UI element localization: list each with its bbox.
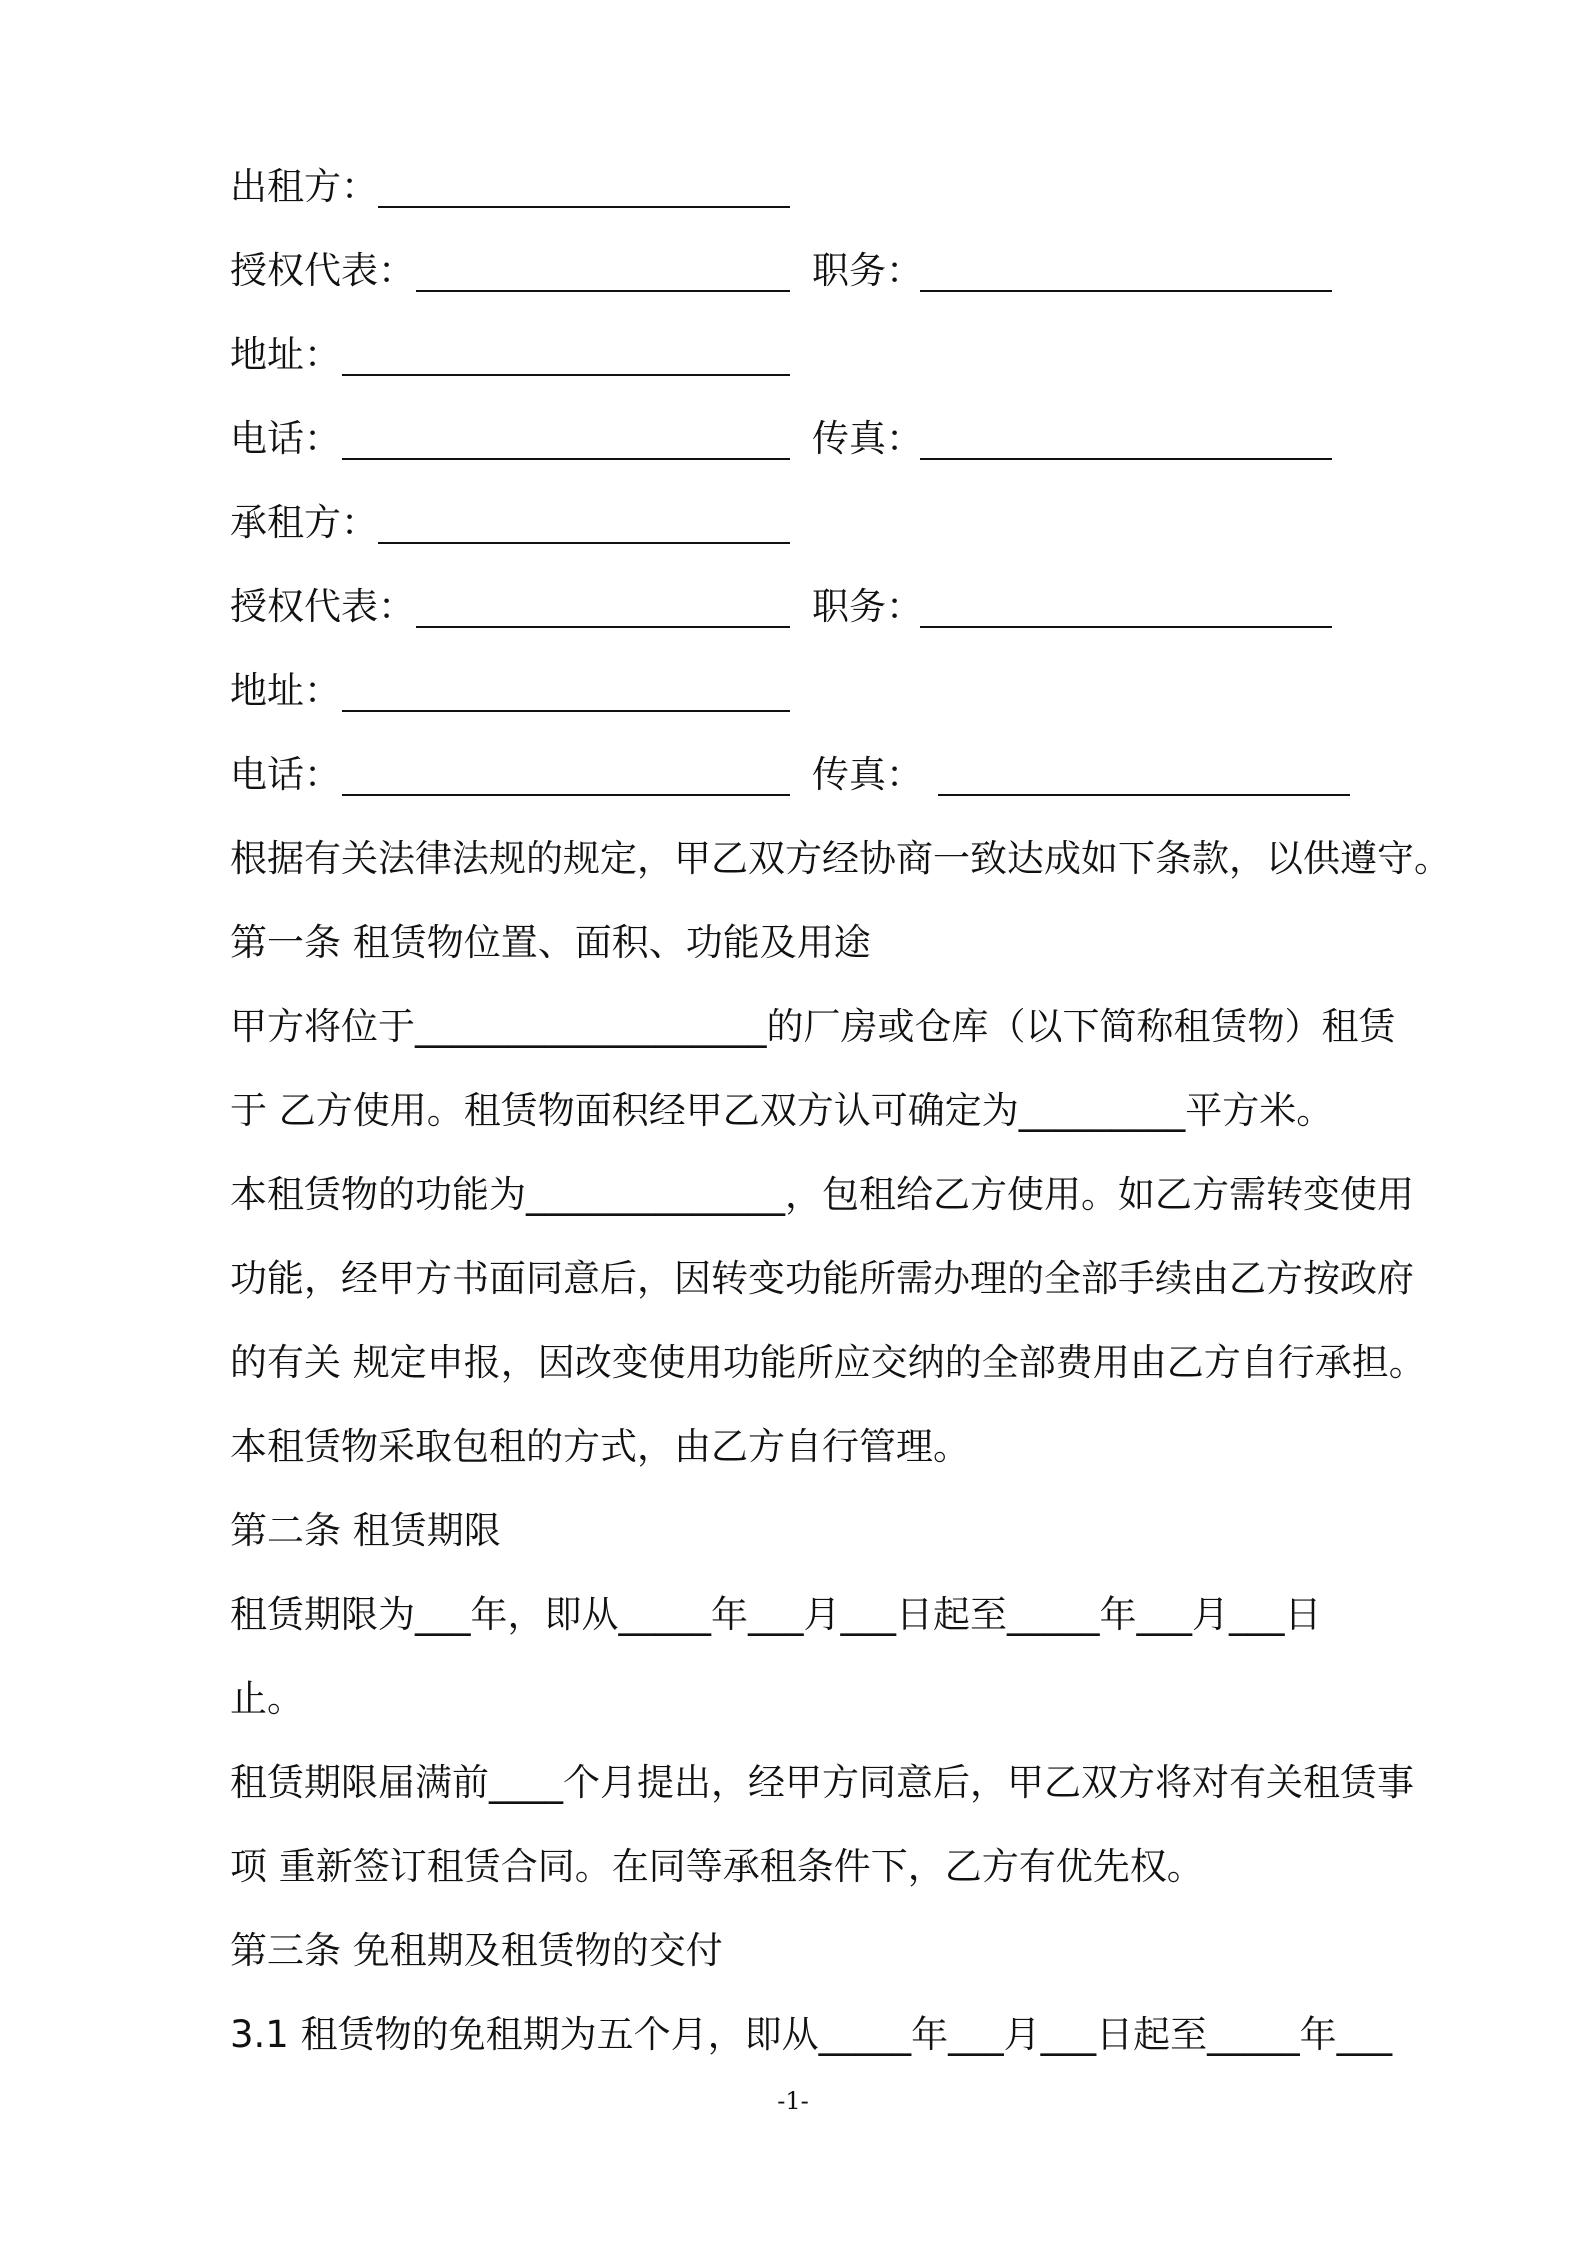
article-1-line-4: 功能，经甲方书面同意后，因转变功能所需办理的全部手续由乙方按政府 [230,1257,1414,1300]
lessee-fax-label: 传真： [812,753,923,796]
article-1-line-5: 的有关 规定申报，因改变使用功能所应交纳的全部费用由乙方自行承担。 [230,1341,1426,1384]
lessor-fax-blank [920,458,1332,460]
lessee-address-blank [342,710,790,712]
lessee-fax-blank [938,794,1350,796]
lessor-address-label: 地址： [230,333,341,376]
lessor-address-blank [342,374,790,376]
lessee-rep-label: 授权代表： [230,585,415,628]
lessee-address-label: 地址： [230,669,341,712]
lessor-rep-label: 授权代表： [230,249,415,292]
lessor-phone-label: 电话： [230,417,341,460]
lessee-name-blank [378,542,790,544]
lessee-title-label: 职务： [812,585,923,628]
article-2-line-3: 租赁期限届满前____个月提出，经甲方同意后，甲乙双方将对有关租赁事 [230,1761,1414,1804]
lessor-title-label: 职务： [812,249,923,292]
lessee-name-label: 承租方： [230,501,378,544]
lessor-phone-blank [342,458,790,460]
article-1-line-2: 于 乙方使用。租赁物面积经甲乙双方认可确定为_________平方米。 [230,1089,1334,1132]
lessor-title-blank [920,290,1332,292]
article-1-line-1: 甲方将位于___________________的厂房或仓库（以下简称租赁物）租赁 [230,1005,1396,1048]
lessee-phone-blank [342,794,790,796]
article-2-line-1: 租赁期限为___年，即从_____年___月___日起至_____年___月___日 [230,1593,1322,1636]
lessee-title-blank [920,626,1332,628]
lessor-name-blank [378,206,790,208]
article-3-line-1: 3.1 租赁物的免租期为五个月，即从_____年___月___日起至_____年___ [230,2013,1393,2056]
article-1-line-3: 本租赁物的功能为______________，包租给乙方使用。如乙方需转变使用 [230,1173,1414,1216]
article-1-line-6: 本租赁物采取包租的方式，由乙方自行管理。 [230,1425,970,1468]
lessee-rep-blank [416,626,790,628]
page-number: -1- [777,2087,809,2115]
lessee-phone-label: 电话： [230,753,341,796]
lessor-name-label: 出租方： [230,165,378,208]
article-3-title: 第三条 免租期及租赁物的交付 [230,1929,723,1972]
article-2-line-2: 止。 [230,1677,304,1720]
intro-paragraph: 根据有关法律法规的规定，甲乙双方经协商一致达成如下条款，以供遵守。 [230,837,1451,880]
lessor-fax-label: 传真： [812,417,923,460]
lessor-rep-blank [416,290,790,292]
article-2-title: 第二条 租赁期限 [230,1509,501,1552]
article-2-line-4: 项 重新签订租赁合同。在同等承租条件下，乙方有优先权。 [230,1845,1204,1888]
article-1-title: 第一条 租赁物位置、面积、功能及用途 [230,921,871,964]
